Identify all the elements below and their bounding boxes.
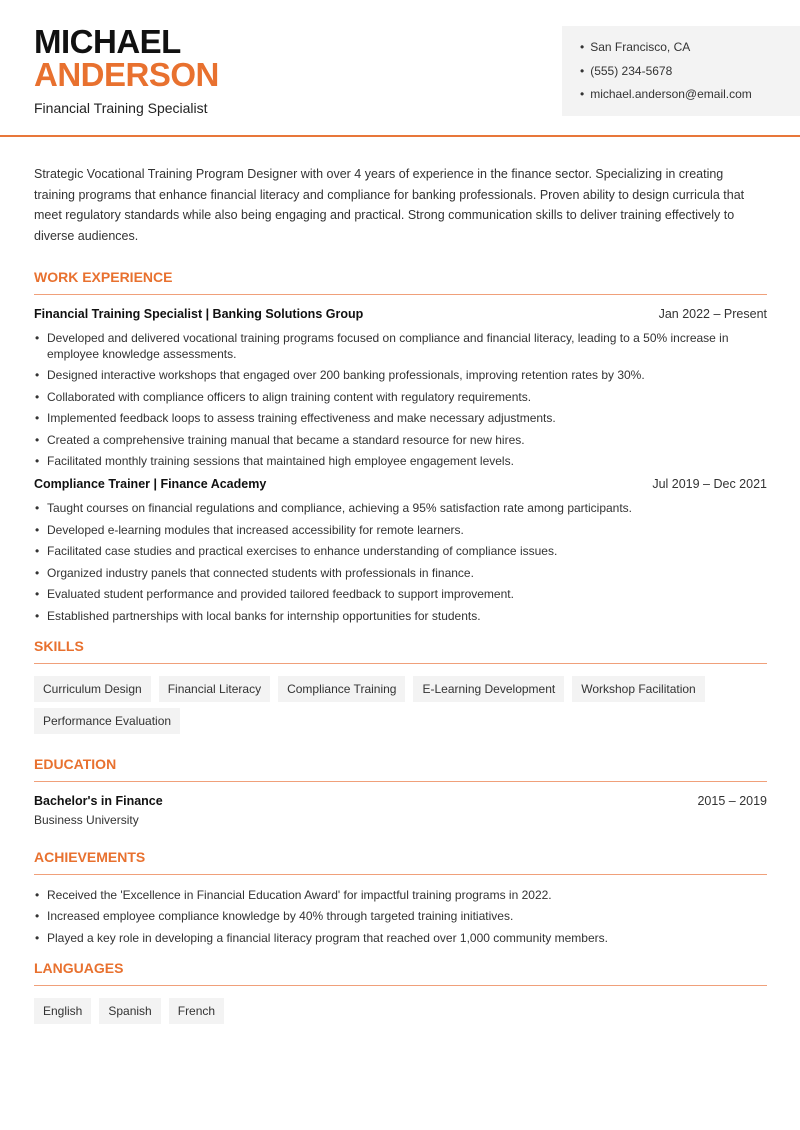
- achievement-item: • Played a key role in developing a financial literacy program that reached over 1,000 community members.: [34, 930, 767, 946]
- first-name: MICHAEL: [34, 23, 181, 60]
- job-dates: Jan 2022 – Present: [658, 306, 767, 321]
- section-heading-education: EDUCATION: [34, 756, 767, 782]
- contact-phone: • (555) 234-5678: [580, 63, 800, 87]
- school: Business University: [34, 812, 139, 827]
- job-dates: Jul 2019 – Dec 2021: [652, 477, 767, 492]
- bullet-item: • Organized industry panels that connected students with professionals in finance.: [34, 565, 767, 581]
- degree: Bachelor's in Finance: [34, 793, 163, 808]
- last-name: ANDERSON: [34, 56, 219, 93]
- bullet-item: • Implemented feedback loops to assess training effectiveness and make necessary adjustments.: [34, 410, 767, 426]
- bullet-item: • Developed e-learning modules that increased accessibility for remote learners.: [34, 522, 767, 538]
- bullet-item: • Created a comprehensive training manual that became a standard resource for new hires.: [34, 432, 767, 448]
- contact-location: • San Francisco, CA: [580, 39, 800, 63]
- bullet-item: • Facilitated case studies and practical exercises to enhance understanding of compliance issues.: [34, 543, 767, 559]
- contact-email[interactable]: • michael.anderson@email.com: [580, 86, 800, 110]
- summary: Strategic Vocational Training Program Designer with over 4 years of experience in the finance sector. Specializing in creating training programs that enhance financial literacy and compliance for banking professionals. Proven ability to design curricula that meet regulatory standards while also being engaging and practical. Strong communication skills to deliver training effectively to diverse audiences.: [34, 167, 745, 244]
- bullet-item: • Evaluated student performance and provided tailored feedback to support improvement.: [34, 586, 767, 602]
- skill-tag: Curriculum Design: [34, 676, 151, 702]
- bullet-item: • Developed and delivered vocational training programs focused on compliance and financial literacy, leading to a 50% increase in employee knowledge assessments.: [34, 330, 767, 362]
- bullet-item: • Facilitated monthly training sessions that maintained high employee engagement levels.: [34, 453, 767, 469]
- resume-header: [0, 0, 800, 137]
- education-dates: 2015 – 2019: [697, 793, 767, 808]
- skill-tag: Compliance Training: [278, 676, 405, 702]
- skill-tag: Financial Literacy: [159, 676, 270, 702]
- section-heading-achievements: ACHIEVEMENTS: [34, 849, 767, 875]
- section-heading-languages: LANGUAGES: [34, 960, 767, 986]
- section-heading-work: WORK EXPERIENCE: [34, 269, 767, 295]
- bullet-item: • Collaborated with compliance officers to align training content with regulatory requirements.: [34, 389, 767, 405]
- job-bullets: [34, 330, 767, 470]
- bullet-item: • Established partnerships with local banks for internship opportunities for students.: [34, 608, 767, 624]
- resume-body: [34, 164, 767, 1024]
- education-entry: [34, 794, 767, 808]
- bullet-item: • Designed interactive workshops that engaged over 200 banking professionals, improving retention rates by 30%.: [34, 367, 767, 383]
- skill-tag: Workshop Facilitation: [572, 676, 705, 702]
- job-title: Financial Training Specialist | Banking Solutions Group: [34, 306, 364, 321]
- job-title: Financial Training Specialist: [34, 100, 208, 116]
- language-tag: Spanish: [99, 998, 160, 1024]
- achievement-item: • Increased employee compliance knowledge by 40% through targeted training initiatives.: [34, 908, 767, 924]
- job-header: [34, 477, 767, 491]
- work-experience: [34, 307, 767, 624]
- job-bullets: [34, 500, 767, 624]
- achievements-list: [34, 887, 767, 946]
- skill-tag: E-Learning Development: [413, 676, 564, 702]
- job-title: Compliance Trainer | Finance Academy: [34, 477, 267, 492]
- section-heading-skills: SKILLS: [34, 638, 767, 664]
- achievement-item: • Received the 'Excellence in Financial Education Award' for impactful training programs in 2022.: [34, 887, 767, 903]
- skills-list: [34, 676, 767, 734]
- language-tag: French: [169, 998, 224, 1024]
- skill-tag: Performance Evaluation: [34, 708, 180, 734]
- bullet-item: • Taught courses on financial regulations and compliance, achieving a 95% satisfaction rate among participants.: [34, 500, 767, 516]
- language-tag: English: [34, 998, 91, 1024]
- job-header: [34, 307, 767, 321]
- languages-list: [34, 998, 767, 1024]
- contact-box: [562, 26, 800, 116]
